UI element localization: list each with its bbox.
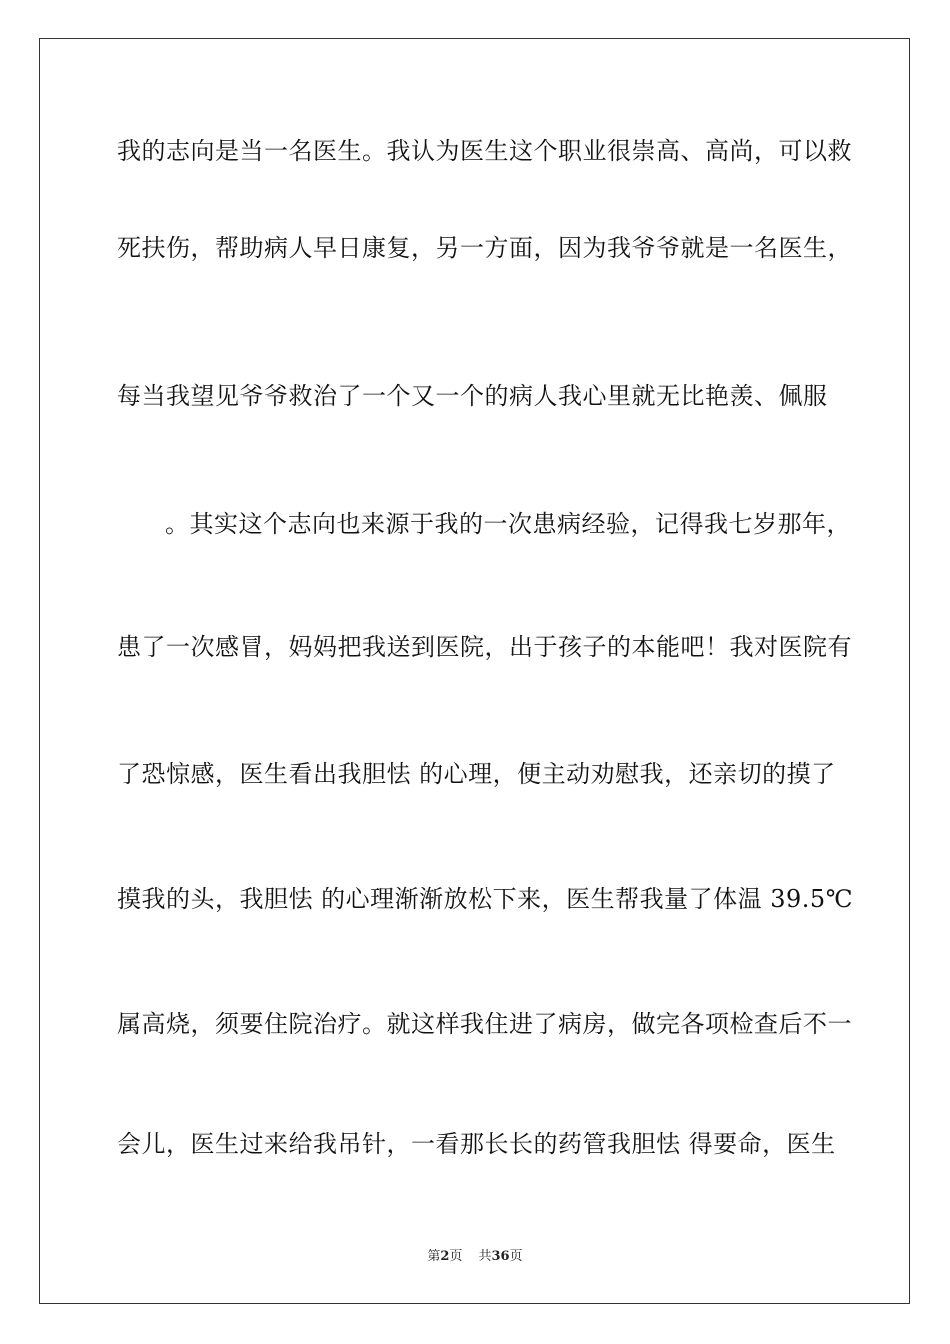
page-border [39,38,910,1304]
page-number: 2 [440,1249,450,1264]
text-line-6: 了恐惊感，医生看出我胆怯 的心理，便主动劝慰我，还亲切的摸了 [117,760,836,788]
page-footer [0,1248,950,1266]
text-line-3: 每当我望见爷爷救治了一个又一个的病人我心里就无比艳羡、佩服 [117,382,828,410]
text-line-5: 患了一次感冒，妈妈把我送到医院，出于孩子的本能吧！我对医院有 [117,633,852,661]
text-line-9: 会儿，医生过来给我吊针，一看那长长的药管我胆怯 得要命，医生 [117,1130,836,1158]
text-line-7: 摸我的头，我胆怯 的心理渐渐放松下来，医生帮我量了体温 39.5℃ [117,885,854,913]
page-prefix: 第 [427,1249,441,1264]
text-line-8: 属高烧，须要住院治疗。就这样我住进了病房，做完各项检查后不一 [117,1010,852,1038]
text-line-4: 。其实这个志向也来源于我的一次患病经验，记得我七岁那年， [165,510,851,538]
text-line-1: 我的志向是当一名医生。我认为医生这个职业很崇高、高尚，可以救 [117,137,852,165]
total-prefix: 共 [478,1249,492,1264]
total-suffix: 页 [509,1249,523,1264]
text-line-2: 死扶伤，帮助病人早日康复，另一方面，因为我爷爷就是一名医生， [117,234,852,262]
total-pages: 36 [491,1249,510,1264]
page-suffix: 页 [449,1249,463,1264]
